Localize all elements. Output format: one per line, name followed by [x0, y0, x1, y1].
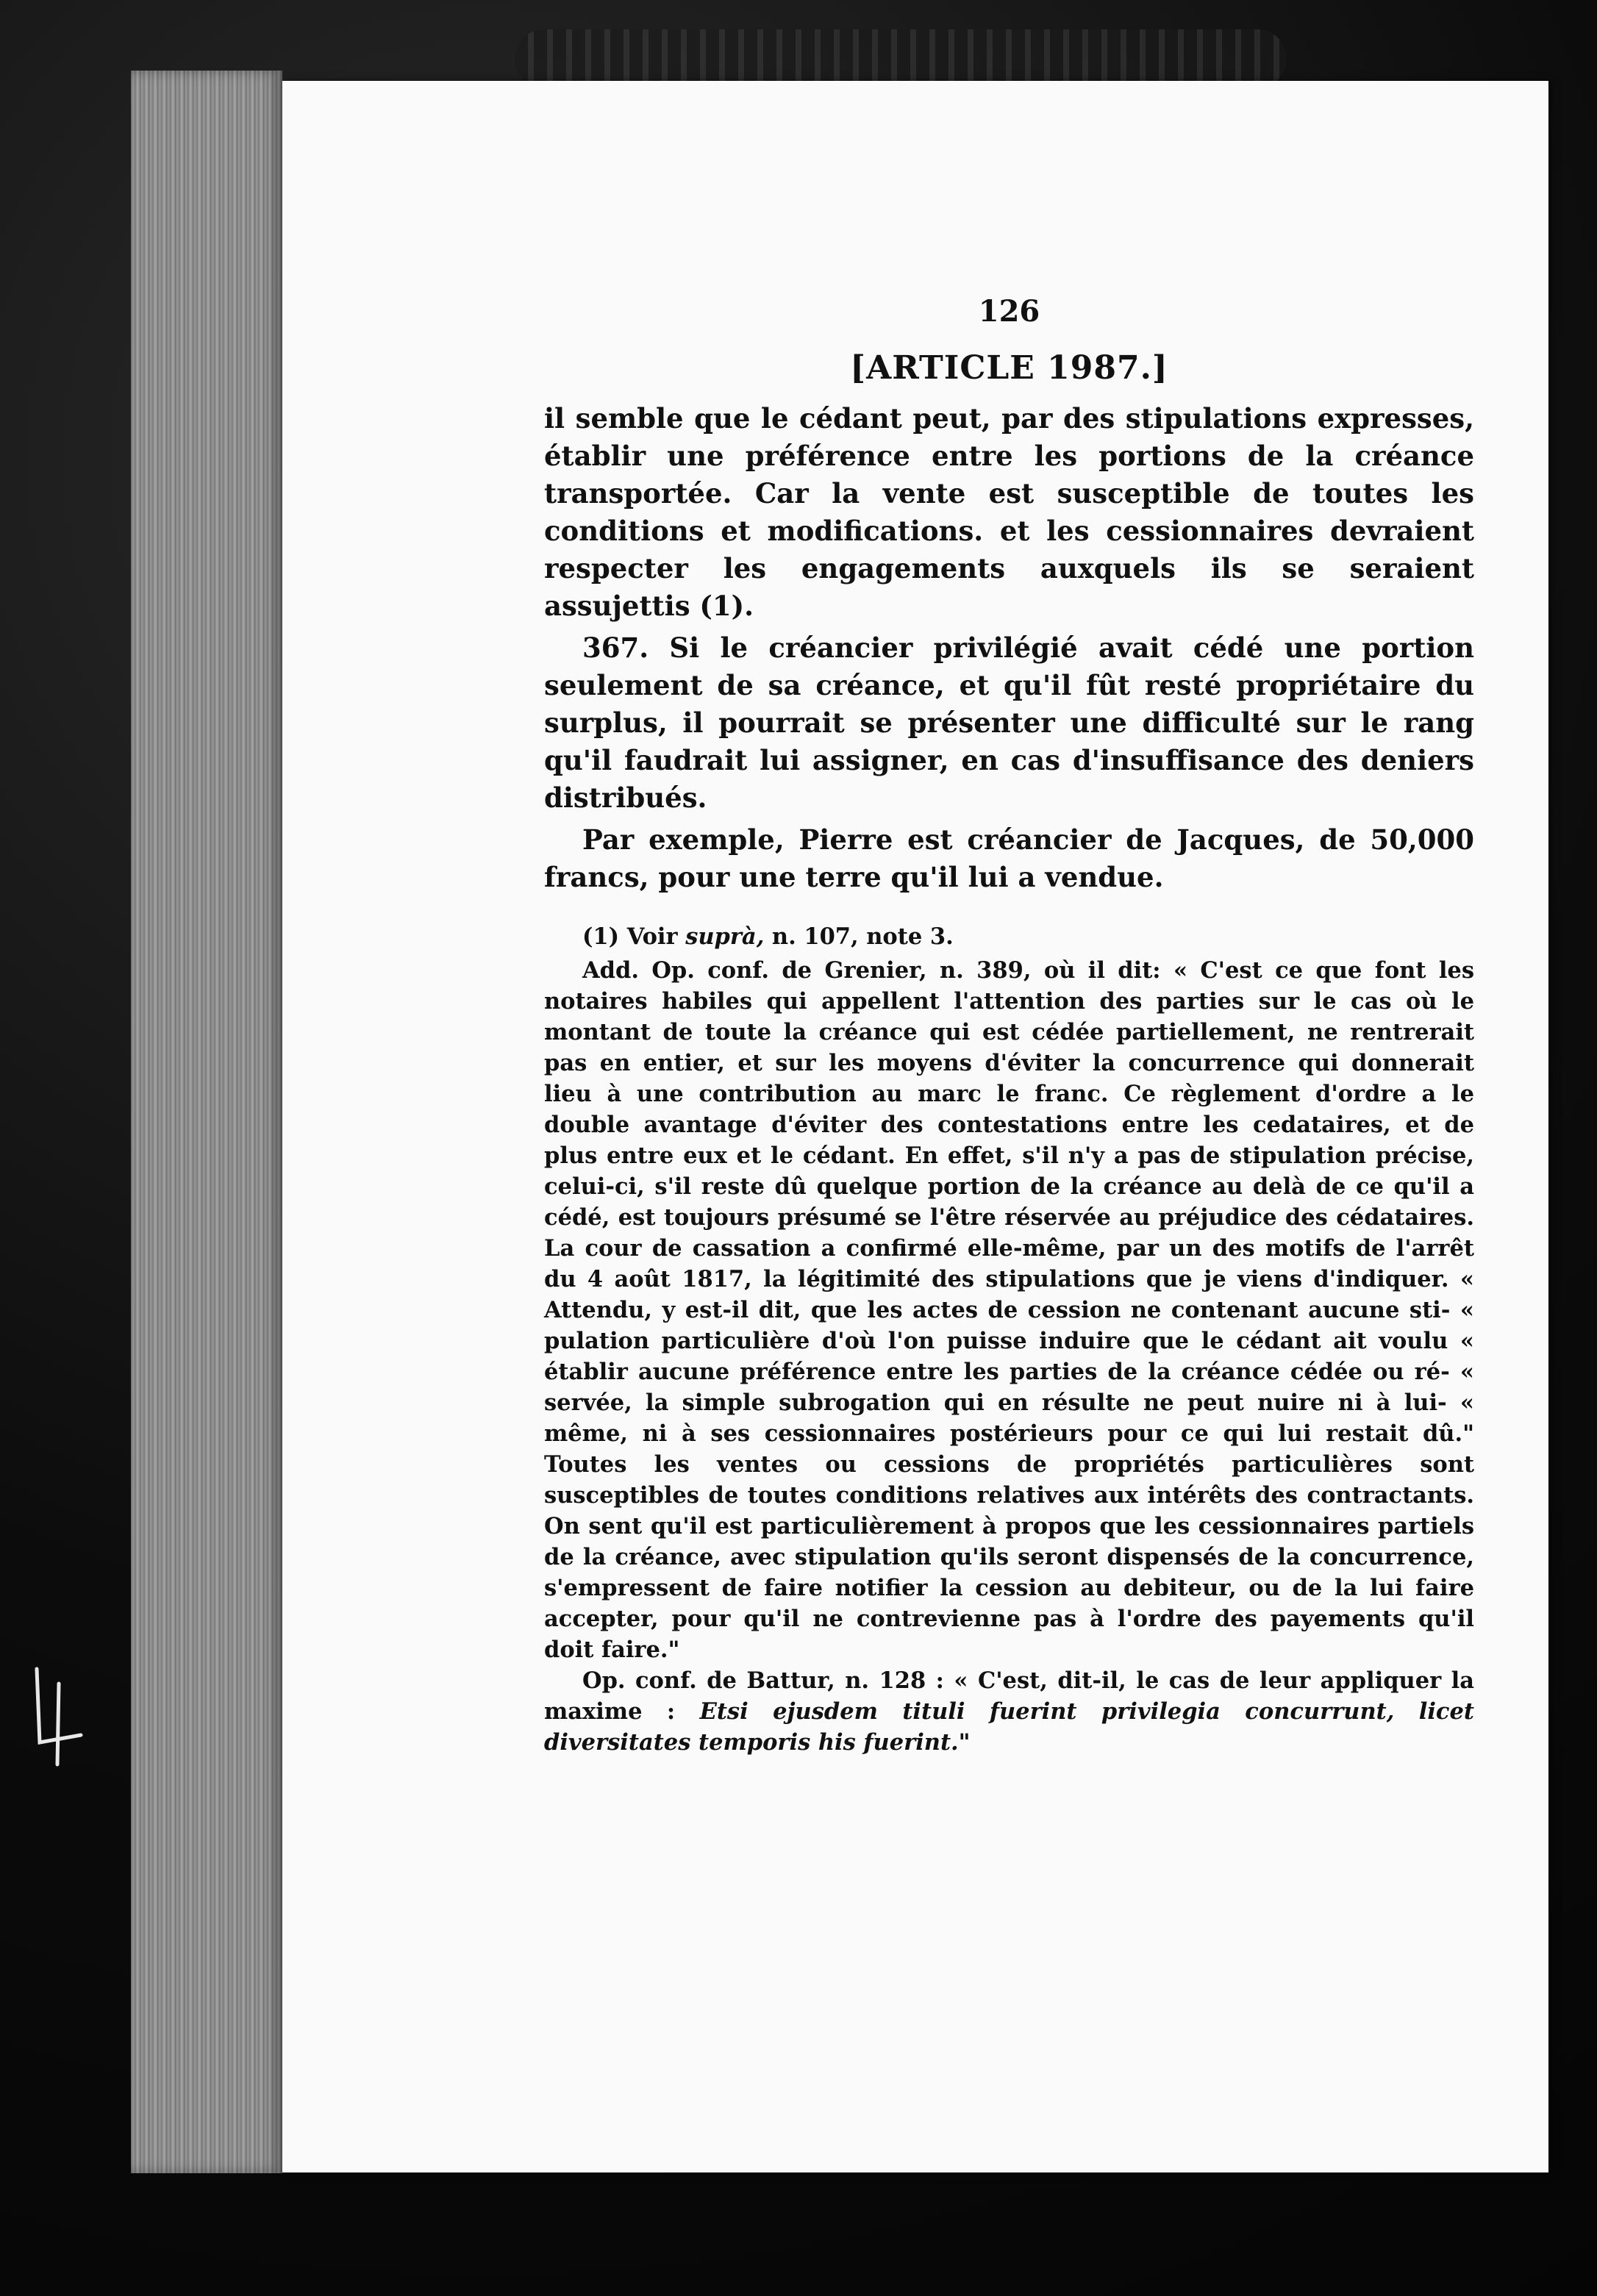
footnote-1-suffix: n. 107, note 3. — [764, 923, 954, 950]
body-paragraph-example: Par exemple, Pierre est créancier de Jacques, de 50,000 francs, pour une terre qu'il lui a vendue. — [544, 823, 1474, 893]
page-number: 126 — [978, 294, 1040, 329]
page-stack-edge — [131, 71, 282, 2173]
footnote-battur-suffix: " — [958, 1729, 971, 1756]
handwritten-margin-mark — [29, 1654, 88, 1772]
footnote-battur-maxim: Etsi ejusdem tituli fuerint privilegia concurrunt, licet diversitates temporis his fuerint. — [544, 1698, 1474, 1756]
page-content — [544, 294, 1474, 1758]
footnote-grenier: Add. Op. conf. de Grenier, n. 389, où il dit: « C'est ce que font les notaires habiles qui appellent l'attention des parties sur le cas où le montant de toute la créance qui est cédée partiellement, ne rentrerait pas en entier, et sur les moyens d'éviter la concurrence qui donnerait lieu à une contribution au marc le franc. Ce règlement d'ordre a le double avantage d'éviter des contestations entre les cedataires, et de plus entre eux et le cédant. En effet, s'il n'y a pas de stipulation précise, celui-ci, s'il reste dû quelque portion de la créance au delà de ce qu'il a cédé, est toujours présumé se l'être réservée au préjudice des cédataires. La cour de cassation a confirmé elle-même, par un des motifs de l'arrêt du 4 août 1817, la légitimité des stipulations que je viens d'indiquer. « Attendu, y est-il dit, que les actes de cession ne contenant aucune sti- « pulation particulière d'où l'on puisse induire que le cédant ait voulu « établir aucune préférence entre les parties de la créance cédée ou ré- « servée, la simple subrogation qui en résulte ne peut nuire ni à lui- « même, ni à ses cessionnaires postérieurs pour ce qui lui restait dû." Toutes les ventes ou cessions de propriétés particulières sont susceptibles de toutes conditions relatives aux intérêts des contractants. On sent qu'il est particulièrement à propos que les cessionnaires partiels de la créance, avec stipulation qu'ils seront dispensés de la concurrence, s'empressent de faire notifier la cession au debiteur, ou de la lui faire accepter, pour qu'il ne contrevienne pas à l'ordre des payements qu'il doit faire." — [544, 957, 1474, 1663]
body-paragraph-1: il semble que le cédant peut, par des stipulations expresses, établir une préférence entre les portions de la créance transportée. Car la vente est susceptible de toutes les conditions et modifications. et les cessionnaires devraient respecter les engagements auxquels ils se seraient assujettis (1). — [544, 402, 1474, 622]
footnote-1-italic: suprà, — [685, 923, 765, 950]
body-paragraph-367: 367. Si le créancier privilégié avait cédé une portion seulement de sa créance, et qu'il fût resté propriétaire du surplus, il pourrait se présenter une difficulté sur le rang qu'il faudrait lui assigner, en cas d'insuffisance des deniers distribués. — [544, 632, 1474, 814]
binding-ornament — [515, 29, 1287, 88]
footnote-1 — [544, 921, 1474, 952]
footnote-battur-prefix: Op. conf. de Battur, n. 128 : « C'est, dit-il, le cas de leur appliquer la maxime : — [544, 1667, 1474, 1725]
article-heading: [ARTICLE 1987.] — [850, 349, 1168, 387]
footnote-battur — [544, 1665, 1474, 1758]
footnotes — [544, 921, 1474, 1758]
footnote-1-prefix: (1) Voir — [582, 923, 686, 950]
